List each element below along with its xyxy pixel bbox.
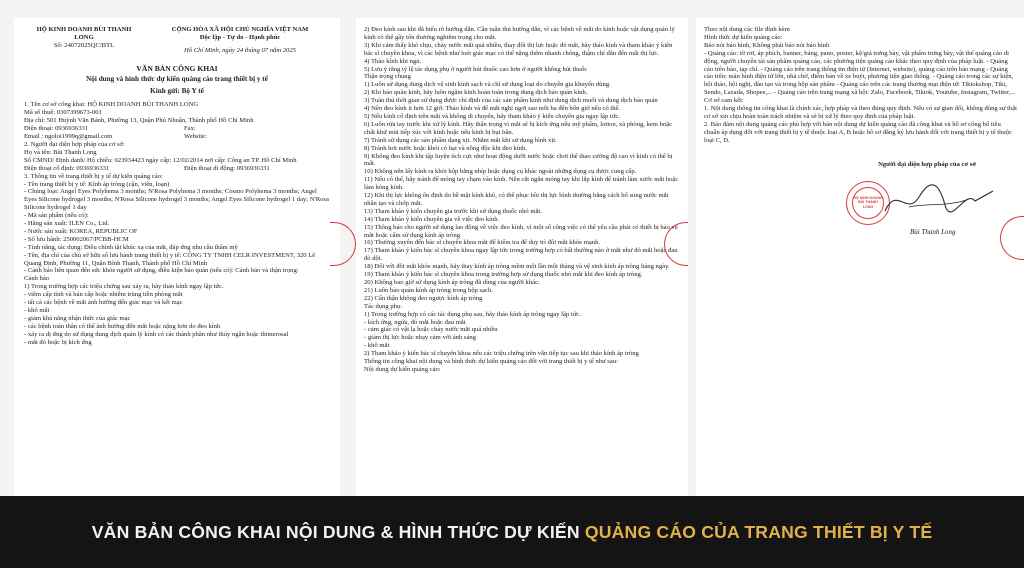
text-line: Số CMND/ Định danh/ Hộ chiếu: 023934423 ngày cấp: 12/02/2014 nơi cấp: Công an TP. Hồ Chí Minh	[24, 156, 297, 164]
text-line: 1. Tên cơ sở công khai: HỘ KINH DOANH BÙI THANH LONG	[24, 101, 199, 109]
text-line: Báo nói báo hình, Không phải báo nói báo hình	[704, 41, 830, 49]
text-line: - cảm giác có vật lạ hoặc chảy nước mắt quá nhiều	[364, 326, 498, 334]
text-line: - Số lưu hành: 250002067/PCBB-HCM	[24, 235, 129, 243]
text-line: - Mã sản phẩm (nếu có):	[24, 212, 89, 220]
page1-section-1	[24, 101, 330, 125]
text-line: 14) Tham khảo ý kiến chuyên gia về việc đeo kính.	[364, 215, 500, 223]
text-line: Theo nội dung các file đính kèm	[704, 26, 790, 33]
text-line: 11) Nếu có thể, hãy tránh để móng tay chạm vào kính. Nên cắt ngắn móng tay khi lắp kính để tránh làm xước mắt hoặc làm hỏng kính.	[364, 176, 679, 192]
text-line: 1. Nội dung thông tin công khai là chính xác, hợp pháp và theo đúng quy định. Nếu có sự gian dối, không đúng sự thật cơ sở xin chịu hoàn toàn trách nhiệm và sẽ bị xử lý theo quy định của pháp luật.	[704, 105, 1017, 120]
text-line: 5) Lưu ý rằng tỷ lệ tác dụng phụ ở người hút thuốc cao hơn ở người không hút thuốc	[364, 65, 588, 73]
nation-motto: Độc lập - Tự do - Hạnh phúc	[199, 33, 281, 41]
phone-field: Điện thoại: 0936936331	[24, 125, 89, 133]
website-field: Website:	[184, 133, 207, 141]
text-line: 6) Luôn rửa tay trước khi xử lý kính. Hãy thận trọng vì mắt sẽ bị kích ứng nếu mỹ phẩm, lotion, xà phòng, kem hoặc chất khử mùi tiếp xúc với kính hoặc nếu kính bị bụi bẩn.	[364, 120, 673, 136]
text-line: 17) Tham khảo ý kiến bác sĩ chuyên khoa ngay lập tức trong trường hợp có bất thường nào ở mắt như đỏ mắt hoặc đau đỏ dội.	[364, 247, 678, 263]
text-line: 4) Nên đeo kính ít hơn 12 giờ. Tháo kính và để mắt nghỉ ngơi sau mỗi ba đến bốn giờ nếu có thể.	[364, 105, 621, 113]
mobile-field: Điện thoại di động: 0936936331	[184, 164, 270, 172]
text-line: Nội dung dự kiến quảng cáo:	[364, 365, 441, 373]
issuer-name-line1: HỘ KINH DOANH BÙI THANH	[36, 26, 132, 33]
text-line: 9) Không đeo kính khi tập luyện tích cực như hoạt động dưới nước hoặc chơi thể thao cường độ cao vì kính có thể bị mất.	[364, 152, 673, 168]
text-line: - giảm thị lực hoặc nhạy cảm với ánh sáng	[364, 334, 476, 342]
document-page-2	[356, 18, 688, 496]
banner-title-gold: QUẢNG CÁO CỦA TRANG THIẾT BỊ Y TẾ	[584, 521, 933, 542]
text-line: 18) Đối với đôi mắt khỏe mạnh, hãy thay kính áp tròng mềm một lần một tháng và vệ sinh kính áp tròng hàng ngày.	[364, 263, 670, 271]
text-line: 7) Tránh sử dụng các sản phẩm dạng xịt. Nhắm mắt khi sử dụng bình xịt.	[364, 136, 557, 144]
document-header	[24, 26, 330, 55]
text-line: 4) Tháo kính khi ngủ.	[364, 57, 422, 65]
company-stamp-text: HỘ KINH DOANH BÙI THANH LONG	[852, 187, 884, 219]
text-line: - khô mắt	[364, 342, 390, 350]
text-line: 12) Khi thị lực không ổn định do bề mặt kính khô, có thể phục hồi thị lực bình thường bằng cách bổ sung nước mắt nhân tạo và chớp mắt.	[364, 192, 669, 207]
nation-name: CỘNG HÒA XÃ HỘI CHỦ NGHĨA VIỆT NAM	[171, 26, 309, 33]
text-line: - mắt đỏ hoặc bị kích ứng	[24, 338, 92, 346]
stamp-fragment-left	[330, 222, 356, 266]
email-field: Email : ngoloi1999q@gmail.com	[24, 133, 113, 141]
text-line: 1) Luôn sử dụng dung dịch vệ sinh kính sạch và chỉ sử dụng loại do chuyên gia khuyến dùng.	[364, 81, 611, 89]
text-line: Cơ sở cam kết:	[704, 97, 744, 105]
text-line: Địa chỉ: 501 Huỳnh Văn Bánh, Phường 13, Quận Phú Nhuận, Thành phố Hồ Chí Minh	[24, 117, 254, 125]
text-line: - khô mắt	[24, 307, 50, 314]
banner-title-white: VĂN BẢN CÔNG KHAI NỘI DUNG & HÌNH THỨC DỰ KIẾN	[91, 521, 585, 542]
title-banner	[0, 496, 1024, 568]
doc-subtitle: Nội dung và hình thức dự kiến quảng cáo trang thiết bị y tế	[86, 74, 268, 83]
text-line: 1) Trong trường hợp các triệu chứng sau xảy ra, hãy tháo kính ngay lập tức.	[24, 283, 224, 291]
text-line: - Cảnh báo liên quan đến sức khỏe người sử dụng, điều kiện bảo quản (nếu có): Cảnh báo và thận trọng:	[24, 267, 299, 275]
text-line: Tác dụng phụ:	[364, 302, 403, 310]
text-line: 2) Khi bảo quản kính, hãy luôn ngâm kính hoàn toàn trong dung dịch bảo quản kính.	[364, 89, 588, 97]
text-line: - tất cả các bệnh về mắt ảnh hưởng đến giác mạc và kết mạc	[24, 299, 183, 307]
text-line: Họ và tên: Bùi Thanh Long	[24, 148, 97, 156]
text-line: - các bệnh toàn thân có thể ảnh hưởng đến mắt hoặc nặng hơn do đeo kính	[24, 322, 221, 330]
page3-body	[704, 26, 1018, 145]
text-line: - xáy ra dị ứng do sử dụng dung dịch quản lý kính có các thành phần như thủy ngân hoặc thimerosal	[24, 330, 289, 338]
text-line: - Chủng loại: Angel Eyes Polyhema 3 months; N'Rosa Polyhema 3 months; Cosmo Polyhema 3 months; Angel Eyes Silicone hydrogel 3 months; N'Rosa Silicone hydrogel 3 months; Angel Eyes Silicone hydrogel 1 day; N'Rosa Silicone hydrogel 1 day	[24, 188, 329, 212]
email-website-row	[24, 133, 330, 141]
text-line: 19) Tham khảo ý kiến bác sĩ chuyên khoa trong trường hợp sử dụng thuốc nhỏ mắt khi đeo kính áp tròng.	[364, 271, 643, 279]
phone-row-2	[24, 165, 330, 173]
text-line: Thận trọng chung	[364, 73, 411, 81]
text-line: Hình thức dự kiến quảng cáo:	[704, 33, 783, 41]
text-line: 3. Thông tin về trang thiết bị y tế dự kiến quảng cáo:	[24, 172, 163, 180]
text-line: 20) Không bao giờ sử dụng kính áp tròng đã dùng của người khác.	[364, 279, 540, 286]
text-line: - viêm cấp tính và bán cấp hoặc nhiễm trùng tiền phòng mắt	[24, 291, 183, 299]
page2-body	[364, 26, 680, 374]
text-line: 15) Thông báo cho người sử dụng lao động về việc đeo kính, vì một số công việc có thể yêu cầu phải có thiết bị bảo vệ mắt hoặc cấm sử dụng kính áp tròng	[364, 223, 678, 239]
text-line: - Nước sản xuất: KOREA, REPUBLIC OF	[24, 227, 138, 235]
issuer-name-line2: LONG	[74, 33, 94, 41]
doc-title: VĂN BẢN CÔNG KHAI	[136, 63, 218, 73]
text-line: - Hãng sản xuất: ILEN Co., Ltd.	[24, 220, 110, 228]
doc-recipient: Kính gửi: Bộ Y tế	[150, 86, 204, 95]
signature-name: Bùi Thanh Long	[910, 227, 956, 236]
doc-number: Số: 24072025QC/BTL	[53, 41, 115, 49]
text-line: 3) Tuân thủ thời gian sử dụng được chỉ định của các sản phẩm kính như dung dịch muối và dung dịch bảo quản	[364, 97, 658, 105]
text-line: 3) Khi cảm thấy khó chịu, chảy nước mắt quá nhiều, thay đổi thị lực hoặc đỏ mắt, hãy tháo kính và tham khảo ý kiến bác sĩ chuyên khoa, vì các bệnh như loét giác mạc có thể nặng thêm nhanh chóng, thậm chí dẫn đến mất thị lực.	[364, 41, 673, 57]
signature-mark	[879, 177, 999, 225]
text-line: 10) Không nên lấy kính ra khỏi hộp bằng nhíp hoặc dụng cụ khác ngoài những dụng cụ được cung cấp.	[364, 168, 637, 176]
text-line: 13) Tham khảo ý kiến chuyên gia trước khi sử dụng thuốc nhỏ mắt.	[364, 207, 542, 215]
text-line: 5) Nếu kính cố định trên mắt và không di chuyển, hãy tham khảo ý kiến chuyên gia ngay lập tức.	[364, 112, 620, 120]
text-line: - Tên trang thiết bị y tế: Kính áp tròng (cận, viễn, loạn)	[24, 180, 170, 188]
text-line: 8) Tránh hơi nước hoặc khói có hại và nồng độc khi đeo kính.	[364, 144, 527, 152]
text-line: Thông tin công khai nội dung và hình thức dự kiến quảng cáo đối với trang thiết bị y tế như sau:	[364, 358, 618, 366]
text-line: 21) Luôn bảo quản kính áp tròng trong hộp sạch.	[364, 286, 493, 294]
text-line: - Tính năng, tác dụng: Điều chỉnh tật khúc xạ của mắt, đáp ứng nhu cầu thẩm mỹ	[24, 243, 238, 251]
signature-area	[704, 173, 1018, 243]
text-line: 22) Cẩn thận không đeo ngược kính áp tròng	[364, 294, 483, 302]
text-line: 2) Đeo kính sau khi đã hiểu rõ hướng dẫn. Cần tuân thủ hướng dẫn, vì các bệnh về mắt do kính hoặc vật dụng quản lý kính có thể gây tổn thương nghiêm trọng cho mắt.	[364, 26, 675, 41]
text-line: - Quảng cáo: tờ rơi, áp phích, banner, bảng, pano, poster, kệ/giá trưng bày, vật phẩm trưng bày, vật thể quảng cáo di động, người chuyển tải sản phẩm quảng cáo, các phương tiện quảng cáo khác theo quy định của pháp luật. - Quảng cáo trên báo, tạp chí. - Quảng cáo trên trang thông tin điện tử (Internet, website), quảng cáo trên báo mạng - Quảng cáo trên: màn hình điện tử lớn, nhà chờ, điểm bán về xe buýt, phương tiện giao thông. - Quảng cáo trong các sự kiện, hội thảo, hội nghị, đào tạo và trong hộp sản phẩm - Quảng cáo trên các trang thương mại điện tử: Tiktokshop, Tiki, Sendo, Lazada, Shopee,... - Quảng cáo trên trang mạng xã hội: Zalo, Facebook, Tiktok, Youtube, Instagram, Twitter,...	[704, 49, 1016, 97]
text-line: 2) Tham khảo ý kiến bác sĩ chuyên khoa nếu các triệu chứng trên vẫn tiếp tục sau khi tháo kính áp tròng	[364, 350, 639, 358]
text-line: Cảnh báo	[24, 275, 50, 283]
place-date: Hồ Chí Minh, ngày 24 tháng 07 năm 2025	[184, 46, 296, 54]
page1-section-2	[24, 141, 330, 165]
landline-field: Điện thoại cố định: 0936936331	[24, 164, 110, 172]
page1-section-3	[24, 173, 330, 347]
document-page-1	[14, 18, 340, 496]
text-line: - giảm khả năng nhận thức của giác mạc	[24, 314, 131, 322]
phone-fax-row	[24, 125, 330, 133]
nation-block	[150, 26, 330, 55]
text-line: 1) Trong trường hợp có các tác dụng phụ sau, hãy tháo kính áp tròng ngay lập tức.	[364, 310, 581, 318]
text-line: 2. Bảo đảm nội dung quảng cáo phù hợp với bản nội dung dự kiến quảng cáo đã công khai và hồ sơ công bố tiêu chuẩn áp dụng đối với trang thiết bị y tế thuộc loại A, B hoặc hồ sơ đăng ký lưu hành đối với trang thiết bị y tế thuộc loại C, D.	[704, 120, 1012, 144]
text-line: 16) Thường xuyên đến bác sĩ chuyên khoa mắt để kiểm tra để duy trì đôi mắt khỏe mạnh.	[364, 239, 601, 247]
fax-field: Fax:	[184, 125, 196, 133]
text-line: 2. Người đại diện hợp pháp của cơ sở:	[24, 140, 125, 148]
signer-title: Người đại diện hợp pháp của cơ sở	[878, 160, 976, 168]
text-line: - Tên, địa chỉ của chủ sở hữu số lưu hành trang thiết bị y tế: CÔNG TY TNHH CELR INVESTMENT, 320 Lê Quang Định, Phường 11, Quận Bình Thạnh, Thành phố Hồ Chí Minh	[24, 251, 316, 267]
issuer-block	[24, 26, 144, 55]
text-line: - kích ứng, ngứa, đỏ mắt hoặc đau mắt	[364, 318, 466, 326]
text-line: Mã số thuế: 0307399673-001	[24, 109, 102, 117]
document-page-3	[696, 18, 1024, 496]
